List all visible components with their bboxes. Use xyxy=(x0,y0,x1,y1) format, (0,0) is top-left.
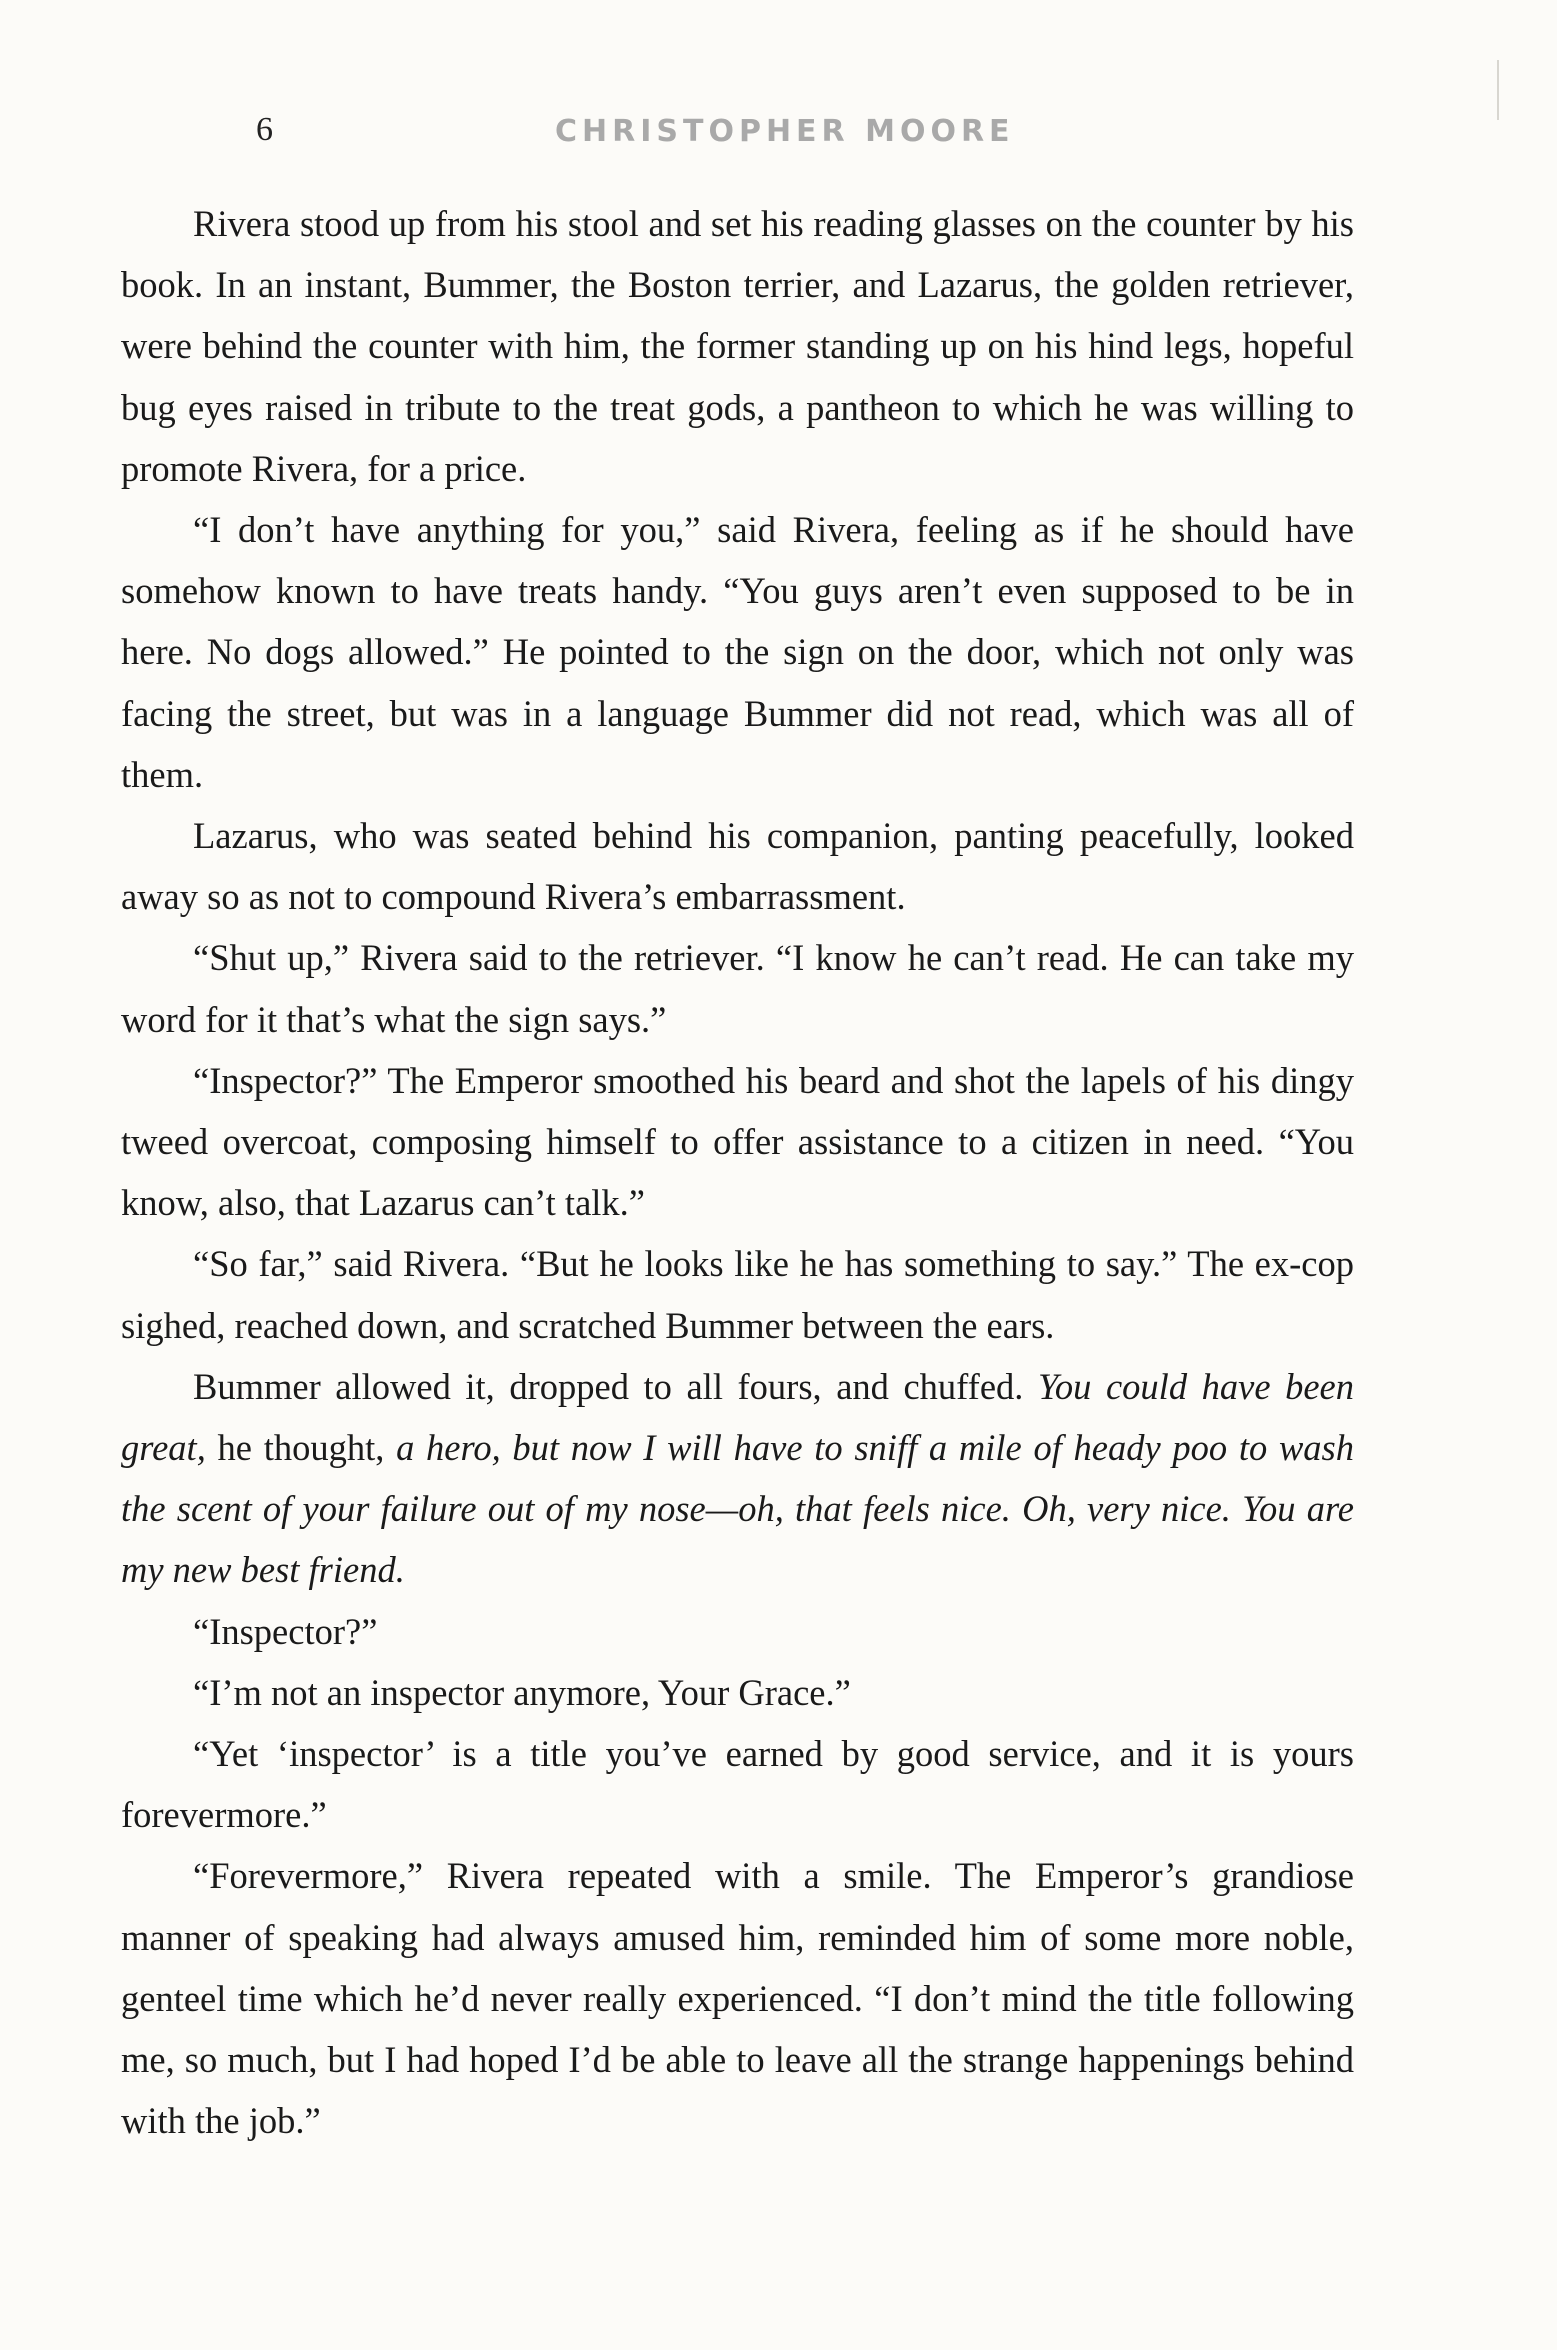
paragraph-1 xyxy=(121,193,1354,499)
page-number: 6 xyxy=(256,111,273,148)
paragraph-3 xyxy=(121,805,1354,927)
paragraph-text: “I’m not an inspector anymore, Your Grace.” xyxy=(193,1671,851,1713)
italic-thought: You could have been great, xyxy=(121,1365,1354,1469)
paragraph-5 xyxy=(121,1050,1354,1234)
paragraph-text: “Forevermore,” Rivera repeated with a smile. The Emperor’s grandiose manner of speaking had always amused him, reminded him of some more noble, genteel time which he’d never really experienced. “I don’t mind the title following me, so much, but I had hoped I’d be able to leave all the strange happenings behind with the job.” xyxy=(121,1855,1354,2142)
paragraph-text: Bummer allowed it, dropped to all fours, and chuffed. xyxy=(193,1365,1038,1407)
italic-thought: a hero, but now I will have to sniff a mile of heady poo to wash the scent of your failure out of my nose—oh, that feels nice. Oh, very nice. You are my new best friend. xyxy=(121,1427,1355,1591)
paragraph-text: “Inspector?” The Emperor smoothed his beard and shot the lapels of his dingy tweed overcoat, composing himself to offer assistance to a citizen in need. “You know, also, that Lazarus can’t talk.” xyxy=(121,1059,1354,1224)
paragraph-10 xyxy=(121,1723,1354,1845)
paragraph-7 xyxy=(121,1356,1354,1601)
paragraph-6 xyxy=(121,1233,1354,1355)
paragraph-2 xyxy=(121,499,1354,805)
paragraph-text: “I don’t have anything for you,” said Rivera, feeling as if he should have somehow known to have treats handy. “You guys aren’t even supposed to be in here. No dogs allowed.” He pointed to the sign on the door, which not only was facing the street, but was in a language Bummer did not read, which was all of them. xyxy=(121,509,1354,795)
paragraph-text: “Inspector?” xyxy=(193,1610,378,1652)
paragraph-text: “Shut up,” Rivera said to the retriever. “I know he can’t read. He can take my word for it that’s what the sign says.” xyxy=(121,937,1354,1040)
paragraph-9 xyxy=(121,1662,1354,1723)
paragraph-11 xyxy=(121,1845,1354,2151)
running-head: CHRISTOPHER MOORE xyxy=(555,114,1015,149)
paragraph-text: “Yet ‘inspector’ is a title you’ve earned by good service, and it is yours forevermore.” xyxy=(121,1733,1354,1836)
paragraph-4 xyxy=(121,927,1354,1049)
paragraph-text: Rivera stood up from his stool and set his reading glasses on the counter by his book. In an instant, Bummer, the Boston terrier, and Lazarus, the golden retriever, were behind the counter with him, the former standing up on his hind legs, hopeful bug eyes raised in tribute to the treat gods, a pantheon to which he was willing to promote Rivera, for a price. xyxy=(121,203,1354,489)
body-text xyxy=(121,193,1354,2152)
paragraph-text: “So far,” said Rivera. “But he looks like he has something to say.” The ex-cop sighed, reached down, and scratched Bummer between the ears. xyxy=(121,1243,1354,1346)
paragraph-text: Lazarus, who was seated behind his companion, panting peacefully, looked away so as not to compound Rivera’s embarrassment. xyxy=(121,815,1354,918)
paragraph-8 xyxy=(121,1601,1354,1662)
paragraph-text: he thought, xyxy=(205,1427,397,1469)
page-header xyxy=(0,105,1557,165)
